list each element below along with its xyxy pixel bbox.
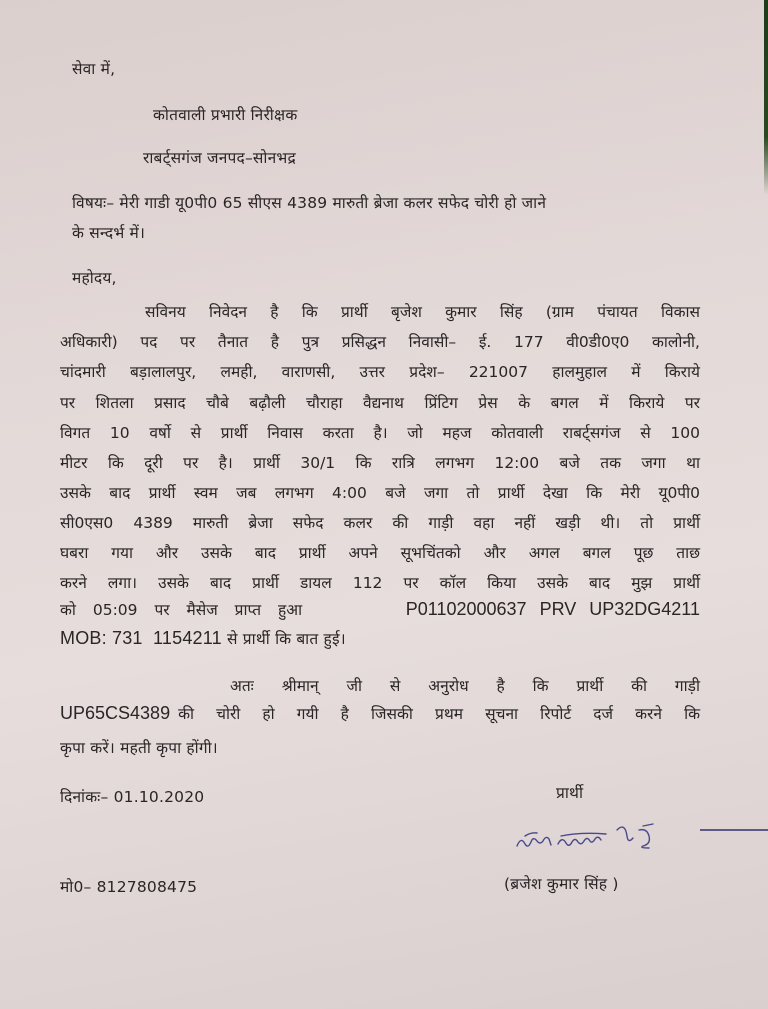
mobile-number: मो0– 8127808475 [60,878,198,896]
body-line: करने लगा। उसके बाद प्रार्थी डायल 112 पर कॉल किया उसके बाद मुझ प्रार्थी [60,574,700,592]
sender-name: (ब्रजेश कुमार सिंह ) [504,875,619,893]
sender-label: प्रार्थी [556,784,584,802]
vehicle-number: UP65CS4389 [60,703,171,723]
request-line-3: कृपा करें। महती कृपा होंगी। [60,739,218,757]
date: दिनांकः– 01.10.2020 [60,788,205,806]
body-line: उसके बाद प्रार्थी स्वम जब लगभग 4:00 बजे जगा तो प्रार्थी देखा कि मेरी यू0पी0 [60,484,700,502]
message-prefix: को 05:09 पर मैसेज प्राप्त हुआ [60,601,303,619]
body-line: घबरा गया और उसके बाद प्रार्थी अपने सूभचिंतको और अगल बगल पूछ ताछ [60,544,700,562]
body-line: सविनय निवेदन है कि प्रार्थी बृजेश कुमार सिंह (ग्राम पंचायत विकास [145,303,700,321]
subject-line-1: विषयः– मेरी गाडी यू0पी0 65 सीएस 4389 मारुती ब्रेजा कलर सफेद चोरी हो जाने [72,194,547,212]
body-line: अधिकारी) पद पर तैनात है पुत्र प्रसिद्धन निवासी– ई. 177 वी0डी0ए0 कालोनी, [60,333,700,351]
mobile-line [60,627,346,649]
background-edge-strip [764,0,768,195]
signature-underline [700,829,768,831]
request-line-1: अतः श्रीमान् जी से अनुरोध है कि प्रार्थी की गाड़ी [230,677,700,695]
salutation-to: सेवा में, [72,60,116,78]
greeting: महोदय, [72,269,117,287]
signature-handwritten [513,818,718,858]
subject-line-2: के सन्दर्भ में। [72,224,146,242]
body-line: चांदमारी बड़ालालपुर, लमही, वाराणसी, उत्तर प्रदेश– 221007 हालमुहाल में किराये [60,363,700,381]
body-line: पर शितला प्रसाद चौबे बढ़ौली चौराहा वैद्यनाथ प्रिंटिग प्रेस के बगल में किराये पर [60,394,700,412]
body-line: विगत 10 वर्षो से प्रार्थी निवास करता है। जो महज कोतवाली राबर्ट्सगंज से 100 [60,424,700,442]
recipient-location: राबर्ट्सगंज जनपद–सोनभद्र [143,149,296,167]
request-line-2 [60,702,700,724]
message-line [60,598,700,620]
mobile-reference: MOB: 731 1154211 [60,628,222,648]
mobile-suffix: से प्रार्थी कि बात हुई। [226,630,346,648]
body-line: सी0एस0 4389 मारुती ब्रेजा सफेद कलर की गाड़ी वहा नहीं खड़ी थी। तो प्रार्थी [60,514,700,532]
request-line-2-text: की चोरी हो गयी है जिसकी प्रथम सूचना रिपोर्ट दर्ज करने कि [178,705,700,723]
recipient-title: कोतवाली प्रभारी निरीक्षक [153,106,298,124]
message-reference: P01102000637 PRV UP32DG4211 [405,599,700,619]
body-line: मीटर कि दूरी पर है। प्रार्थी 30/1 कि रात्रि लगभग 12:00 बजे तक जगा था [60,454,700,472]
